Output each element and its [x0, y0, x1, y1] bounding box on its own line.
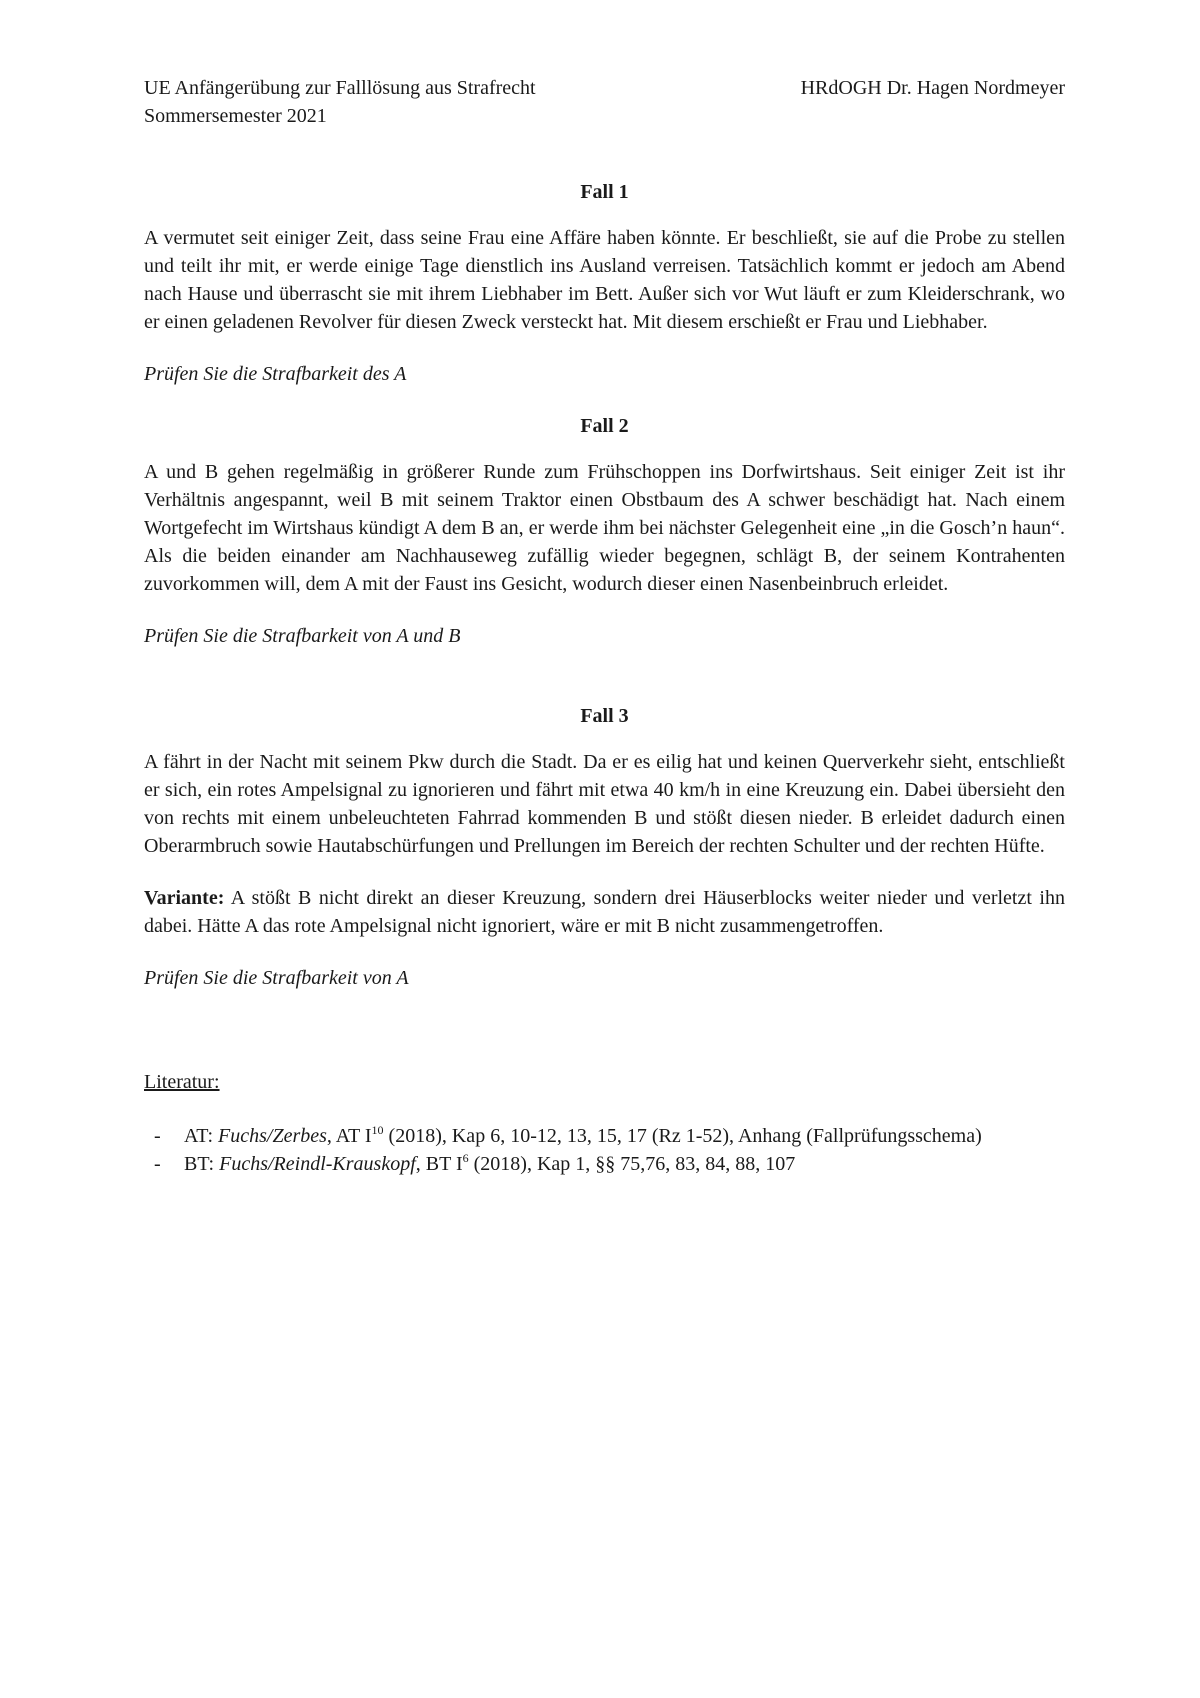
literature-list — [144, 1122, 1065, 1178]
page-header — [144, 74, 1065, 130]
literature-item-text — [184, 1150, 1065, 1178]
case-1-body: A vermutet seit einiger Zeit, dass seine Frau eine Affäre haben könnte. Er beschließt, sie auf die Probe zu stellen und teilt ihr mit, er werde einige Tage dienstlich ins Ausland verreisen. Tatsächlich kommt er jedoch am Abend nach Hause und überrascht sie mit ihrem Liebhaber im Bett. Außer sich vor Wut läuft er zum Kleiderschrank, wo er einen geladenen Revolver für diesen Zweck versteckt hat. Mit diesem erschießt er Frau und Liebhaber. — [144, 227, 1065, 333]
variant-text: A stößt B nicht direkt an dieser Kreuzung, sondern drei Häuserblocks weiter nieder und verletzt ihn dabei. Hätte A das rote Ampelsignal nicht ignoriert, wäre er mit B nicht zusammengetroffen. — [144, 887, 1065, 937]
case-3-variant — [144, 884, 1065, 940]
case-3-title: Fall 3 — [580, 705, 629, 727]
semester: Sommersemester 2021 — [144, 105, 327, 127]
lit-authors: Fuchs/Reindl-Krauskopf — [219, 1153, 416, 1175]
case-2-title: Fall 2 — [580, 415, 629, 437]
lit-edition: 6 — [462, 1151, 469, 1165]
case-1-title: Fall 1 — [580, 181, 629, 203]
header-right — [801, 74, 1065, 102]
lit-rest: (2018), Kap 1, §§ 75,76, 83, 84, 88, 107 — [468, 1153, 796, 1175]
case-3-body: A fährt in der Nacht mit seinem Pkw durch die Stadt. Da er es eilig hat und keinen Querverkehr sieht, entschließt er sich, ein rotes Ampelsignal zu ignorieren und fährt mit etwa 40 km/h in eine Kreuzung ein. Dabei übersieht den von rechts mit einem unbeleuchteten Fahrrad kommenden B und stößt diesen nieder. B erleidet dadurch einen Oberarmbruch sowie Hautabschürfungen und Prellungen im Bereich der rechten Schulter und der rechten Hüfte. — [144, 751, 1065, 857]
lit-work: , AT I — [326, 1125, 372, 1147]
lit-rest: (2018), Kap 6, 10-12, 13, 15, 17 (Rz 1-52), Anhang (Fallprüfungsschema) — [383, 1125, 982, 1147]
lit-work: , BT I — [415, 1153, 463, 1175]
variant-label: Variante: — [144, 887, 225, 909]
case-2-body: A und B gehen regelmäßig in größerer Runde zum Frühschoppen ins Dorfwirtshaus. Seit einiger Zeit ist ihr Verhältnis angespannt, weil B mit seinem Traktor einen Obstbaum des A schwer beschädigt hat. Nach einem Wortgefecht im Wirtshaus kündigt A dem B an, er werde ihm bei nächster Gelegenheit eine „in die Gosch’n haun“. Als die beiden einander am Nachhauseweg zufällig wieder begegnen, schlägt B, der seinem Kontrahenten zuvorkommen will, dem A mit der Faust ins Gesicht, wodurch dieser einen Nasenbeinbruch erleidet. — [144, 461, 1065, 595]
lit-prefix: BT: — [184, 1153, 220, 1175]
literature-item — [144, 1122, 1065, 1150]
literature-heading: Literatur: — [144, 1071, 220, 1093]
case-2-task: Prüfen Sie die Strafbarkeit von A und B — [144, 625, 461, 647]
lit-prefix: AT: — [184, 1125, 219, 1147]
header-left — [144, 74, 536, 130]
course-title: UE Anfängerübung zur Falllösung aus Strafrecht — [144, 77, 536, 99]
literature-item-text — [184, 1122, 1065, 1150]
case-3-task: Prüfen Sie die Strafbarkeit von A — [144, 967, 409, 989]
literature-item — [144, 1150, 1065, 1178]
instructor-name: HRdOGH Dr. Hagen Nordmeyer — [800, 77, 1065, 99]
document-page — [144, 74, 1065, 1178]
lit-authors: Fuchs/Zerbes — [218, 1125, 327, 1147]
list-dash: - — [154, 1125, 161, 1147]
list-dash: - — [154, 1153, 161, 1175]
lit-edition: 10 — [371, 1123, 384, 1137]
case-1-task: Prüfen Sie die Strafbarkeit des A — [144, 363, 407, 385]
